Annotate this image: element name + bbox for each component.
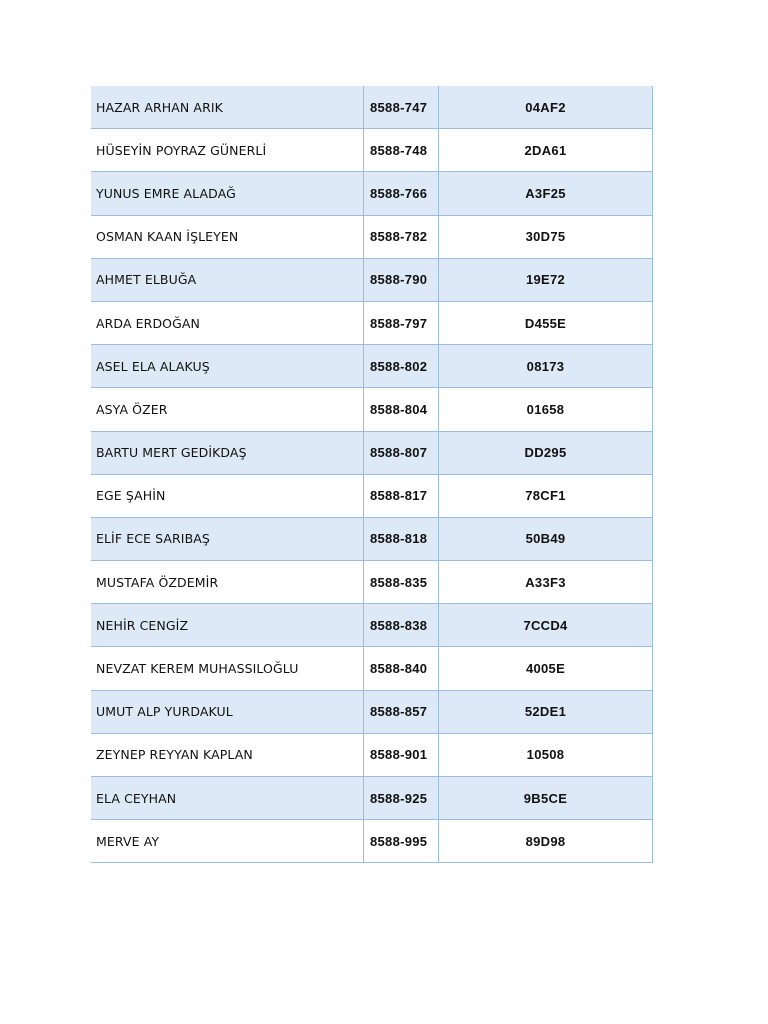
student-code-cell: 7CCD4: [439, 604, 653, 647]
table-row: [91, 172, 653, 215]
student-name-cell: ASEL ELA ALAKUŞ: [91, 345, 364, 388]
student-number-cell: 8588-747: [364, 86, 439, 129]
table-row: [91, 474, 653, 517]
student-code-cell: D455E: [439, 301, 653, 344]
student-number-cell: 8588-748: [364, 129, 439, 172]
student-name-cell: ELİF ECE SARIBAŞ: [91, 517, 364, 560]
student-name-cell: MERVE AY: [91, 820, 364, 863]
table-row: [91, 690, 653, 733]
table-row: [91, 517, 653, 560]
student-number-cell: 8588-818: [364, 517, 439, 560]
student-name-cell: AHMET ELBUĞA: [91, 258, 364, 301]
student-number-cell: 8588-835: [364, 561, 439, 604]
student-number-cell: 8588-817: [364, 474, 439, 517]
table-row: [91, 820, 653, 863]
table-row: [91, 388, 653, 431]
student-number-cell: 8588-995: [364, 820, 439, 863]
table-body: [91, 86, 653, 863]
table-row: [91, 561, 653, 604]
student-name-cell: EGE ŞAHİN: [91, 474, 364, 517]
student-number-cell: 8588-790: [364, 258, 439, 301]
table-row: [91, 345, 653, 388]
student-name-cell: HAZAR ARHAN ARIK: [91, 86, 364, 129]
student-name-cell: NEHİR CENGİZ: [91, 604, 364, 647]
table-row: [91, 604, 653, 647]
student-number-cell: 8588-766: [364, 172, 439, 215]
student-code-cell: 50B49: [439, 517, 653, 560]
student-code-cell: 01658: [439, 388, 653, 431]
student-code-table: [91, 86, 653, 863]
student-number-cell: 8588-782: [364, 215, 439, 258]
student-name-cell: YUNUS EMRE ALADAĞ: [91, 172, 364, 215]
student-name-cell: HÜSEYİN POYRAZ GÜNERLİ: [91, 129, 364, 172]
student-code-cell: 52DE1: [439, 690, 653, 733]
student-number-cell: 8588-804: [364, 388, 439, 431]
student-code-cell: 9B5CE: [439, 777, 653, 820]
student-number-cell: 8588-857: [364, 690, 439, 733]
student-code-cell: 04AF2: [439, 86, 653, 129]
student-code-cell: DD295: [439, 431, 653, 474]
table-row: [91, 86, 653, 129]
table-row: [91, 215, 653, 258]
table-row: [91, 777, 653, 820]
student-name-cell: MUSTAFA ÖZDEMİR: [91, 561, 364, 604]
student-code-cell: A3F25: [439, 172, 653, 215]
table-row: [91, 647, 653, 690]
student-number-cell: 8588-797: [364, 301, 439, 344]
student-number-cell: 8588-838: [364, 604, 439, 647]
student-code-cell: 78CF1: [439, 474, 653, 517]
student-name-cell: OSMAN KAAN İŞLEYEN: [91, 215, 364, 258]
student-name-cell: UMUT ALP YURDAKUL: [91, 690, 364, 733]
student-code-cell: 10508: [439, 733, 653, 776]
student-number-cell: 8588-925: [364, 777, 439, 820]
table-row: [91, 129, 653, 172]
student-code-cell: 89D98: [439, 820, 653, 863]
student-number-cell: 8588-807: [364, 431, 439, 474]
student-name-cell: NEVZAT KEREM MUHASSILOĞLU: [91, 647, 364, 690]
student-name-cell: ZEYNEP REYYAN KAPLAN: [91, 733, 364, 776]
student-number-cell: 8588-840: [364, 647, 439, 690]
table-row: [91, 431, 653, 474]
table-row: [91, 301, 653, 344]
student-code-cell: 2DA61: [439, 129, 653, 172]
student-name-cell: ASYA ÖZER: [91, 388, 364, 431]
table-row: [91, 733, 653, 776]
student-name-cell: BARTU MERT GEDİKDAŞ: [91, 431, 364, 474]
student-code-cell: 4005E: [439, 647, 653, 690]
student-name-cell: ELA CEYHAN: [91, 777, 364, 820]
student-number-cell: 8588-901: [364, 733, 439, 776]
student-name-cell: ARDA ERDOĞAN: [91, 301, 364, 344]
student-number-cell: 8588-802: [364, 345, 439, 388]
student-code-cell: 30D75: [439, 215, 653, 258]
student-code-cell: A33F3: [439, 561, 653, 604]
student-code-cell: 19E72: [439, 258, 653, 301]
table-row: [91, 258, 653, 301]
student-code-cell: 08173: [439, 345, 653, 388]
